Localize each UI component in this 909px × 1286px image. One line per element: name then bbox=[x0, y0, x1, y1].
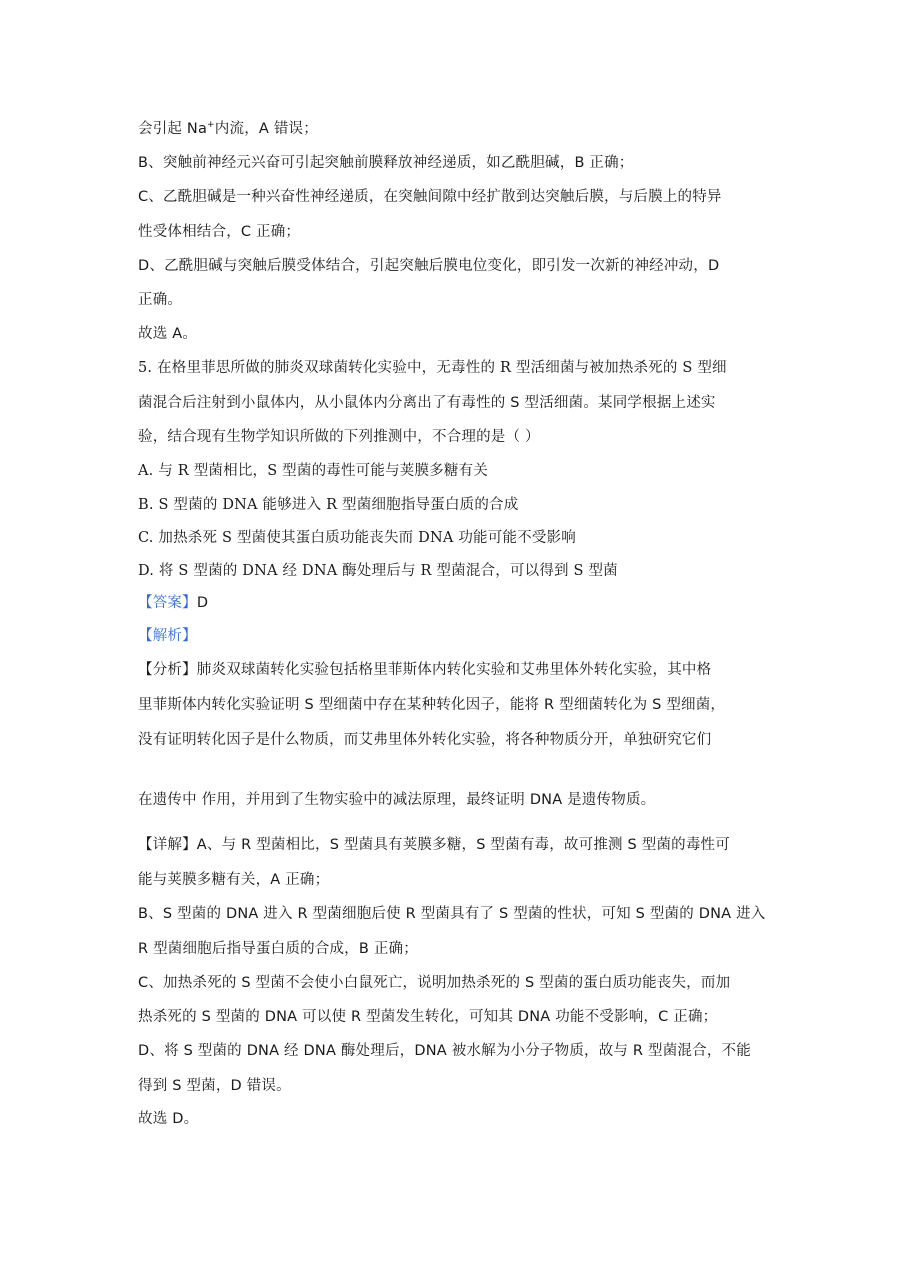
analysis-detail-line-4: R 型菌细胞后指导蛋白质的合成，B 正确； bbox=[138, 941, 418, 957]
analysis-fenxi-line-4: 在遗传中 作用，并用到了生物实验中的减法原理，最终证明 DNA 是遗传物质。 bbox=[138, 792, 656, 808]
analysis-detail-line-5: C、加热杀死的 S 型菌不会使小白鼠死亡，说明加热杀死的 S 型菌的蛋白质功能丧失，而加 bbox=[138, 975, 731, 991]
question-stem-line-2: 菌混合后注射到小鼠体内，从小鼠体内分离出了有毒性的 S 型活细菌。某同学根据上述实 bbox=[138, 395, 716, 411]
prev-explanation-line-3: C、乙酰胆碱是一种兴奋性神经递质，在突触间隙中经扩散到达突触后膜，与后膜上的特异 bbox=[138, 189, 722, 205]
analysis-fenxi-line-1: 【分析】肺炎双球菌转化实验包括格里菲斯体内转化实验和艾弗里体外转化实验，其中格 bbox=[138, 662, 712, 678]
question-stem-line-1: 5. 在格里菲思所做的肺炎双球菌转化实验中，无毒性的 R 型活细菌与被加热杀死的 S 型细 bbox=[138, 360, 727, 376]
question-option-a: A. 与 R 型菌相比，S 型菌的毒性可能与荚膜多糖有关 bbox=[138, 463, 488, 479]
analysis-tag: 【解析】 bbox=[138, 628, 197, 644]
question-option-d: D. 将 S 型菌的 DNA 经 DNA 酶处理后与 R 型菌混合，可以得到 S 型菌 bbox=[138, 563, 618, 579]
prev-explanation-line-1: 会引起 Na+内流，A 错误； bbox=[138, 120, 318, 137]
analysis-fenxi-line-2: 里菲斯体内转化实验证明 S 型细菌中存在某种转化因子，能将 R 型细菌转化为 S 型细菌， bbox=[138, 697, 726, 713]
analysis-detail-line-7: D、将 S 型菌的 DNA 经 DNA 酶处理后，DNA 被水解为小分子物质，故与 R 型菌混合，不能 bbox=[138, 1043, 751, 1059]
prev-explanation-line-5: D、乙酰胆碱与突触后膜受体结合，引起突触后膜电位变化，即引发一次新的神经冲动，D bbox=[138, 258, 720, 274]
prev-explanation-line-6: 正确。 bbox=[138, 292, 183, 308]
analysis-detail-line-1: 【详解】A、与 R 型菌相比，S 型菌具有荚膜多糖，S 型菌有毒，故可推测 S 型菌的毒性可 bbox=[138, 837, 730, 853]
answer-value: D bbox=[196, 595, 209, 611]
answer-line bbox=[138, 592, 778, 614]
answer-tag: 【答案】 bbox=[138, 595, 197, 611]
question-option-b: B. S 型菌的 DNA 能够进入 R 型菌细胞指导蛋白质的合成 bbox=[138, 497, 519, 513]
analysis-detail-line-8: 得到 S 型菌，D 错误。 bbox=[138, 1078, 291, 1094]
question-stem-line-3: 验，结合现有生物学知识所做的下列推测中，不合理的是（ ） bbox=[138, 429, 540, 445]
prev-explanation-line-4: 性受体相结合，C 正确； bbox=[138, 224, 301, 240]
analysis-detail-line-3: B、S 型菌的 DNA 进入 R 型菌细胞后使 R 型菌具有了 S 型菌的性状，可知 S 型菌的 DNA 进入 bbox=[138, 906, 766, 922]
prev-explanation-conclusion: 故选 A。 bbox=[138, 326, 198, 342]
analysis-fenxi-line-3: 没有证明转化因子是什么物质，而艾弗里体外转化实验，将各种物质分开，单独研究它们 bbox=[138, 732, 712, 748]
analysis-detail-line-6: 热杀死的 S 型菌的 DNA 可以使 R 型菌发生转化，可知其 DNA 功能不受影响，C 正确； bbox=[138, 1009, 718, 1025]
prev-explanation-line-2: B、突触前神经元兴奋可引起突触前膜释放神经递质，如乙酰胆碱，B 正确； bbox=[138, 155, 634, 171]
question-option-c: C. 加热杀死 S 型菌使其蛋白质功能丧失而 DNA 功能可能不受影响 bbox=[138, 530, 576, 546]
analysis-detail-line-2: 能与荚膜多糖有关，A 正确； bbox=[138, 872, 330, 888]
analysis-conclusion: 故选 D。 bbox=[138, 1111, 199, 1127]
